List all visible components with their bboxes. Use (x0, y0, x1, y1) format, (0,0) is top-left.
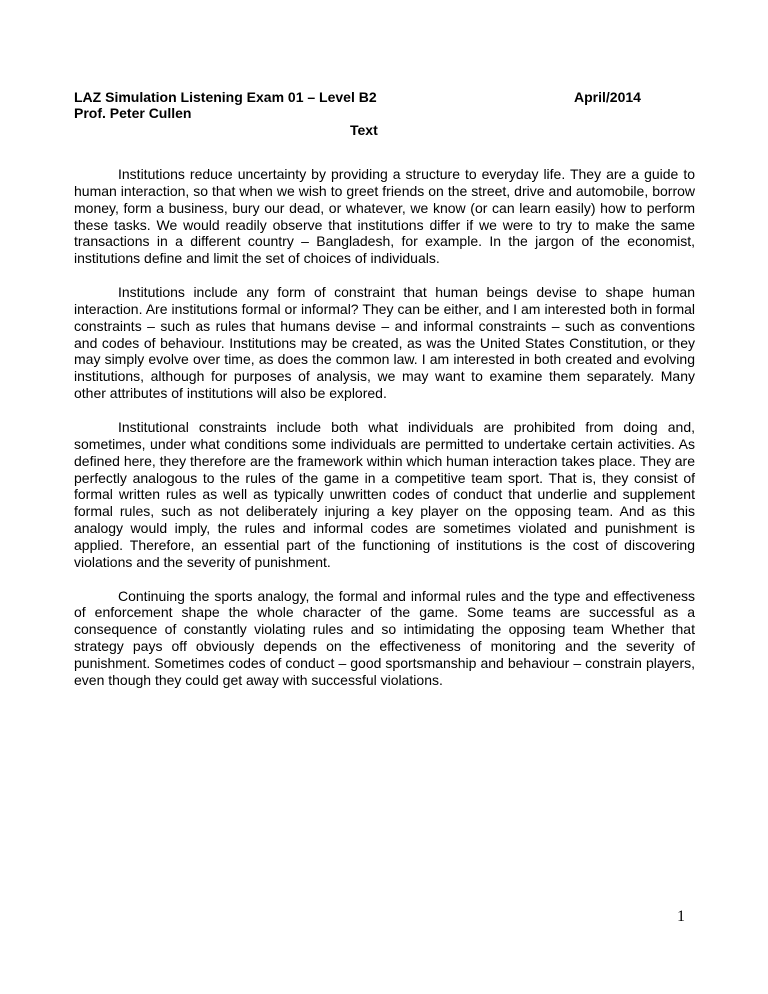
paragraph-3: Institutional constraints include both what individuals are prohibited from doing and, sometimes, under what conditions some individuals are permitted to undertake certain activities. As defined here, they therefore are the framework within which human interaction takes place. They are perfectly analogous to the rules of the game in a competitive team sport. That is, they consist of formal written rules as well as typically unwritten codes of conduct that underlie and supplement formal rules, such as not deliberately injuring a key player on the opposing team. And as this analogy would imply, the rules and informal codes are sometimes violated and punishment is applied. Therefore, an essential part of the functioning of institutions is the cost of discovering violations and the severity of punishment. (74, 418, 695, 570)
paragraph-1: Institutions reduce uncertainty by providing a structure to everyday life. They are a guide to human interaction, so that when we wish to greet friends on the street, drive and automobile, borrow money, form a business, bury our dead, or whatever, we know (or can learn easily) how to perform these tasks. We would readily observe that institutions differ if we were to try to make the same transactions in a different country – Bangladesh, for example. In the jargon of the economist, institutions define and limit the set of choices of individuals. (74, 166, 695, 267)
author-name: Prof. Peter Cullen (74, 105, 192, 121)
paragraph-4: Continuing the sports analogy, the formal and informal rules and the type and effectiveness of enforcement shape the whole character of the game. Some teams are successful as a consequence of constantly violating rules and so intimidating the opposing team Whether that strategy pays off obviously depends on the effectiveness of monitoring and the severity of punishment. Sometimes codes of conduct – good sportsmanship and behaviour – constrain players, even though they could get away with successful violations. (74, 587, 695, 688)
exam-title: LAZ Simulation Listening Exam 01 – Level B2 (74, 89, 377, 105)
exam-date: April/2014 (574, 89, 641, 105)
section-label: Text (350, 122, 378, 138)
page-number: 1 (677, 908, 685, 925)
paragraph-2: Institutions include any form of constraint that human beings devise to shape human interaction. Are institutions formal or informal? They can be either, and I am interested both in formal constraints – such as rules that humans devise – and informal constraints – such as conventions and codes of behaviour. Institutions may be created, as was the United States Constitution, or they may simply evolve over time, as does the common law. I am interested in both created and evolving institutions, although for purposes of analysis, we may want to examine them separately. Many other attributes of institutions will also be explored. (74, 284, 695, 402)
body-text (74, 166, 695, 706)
